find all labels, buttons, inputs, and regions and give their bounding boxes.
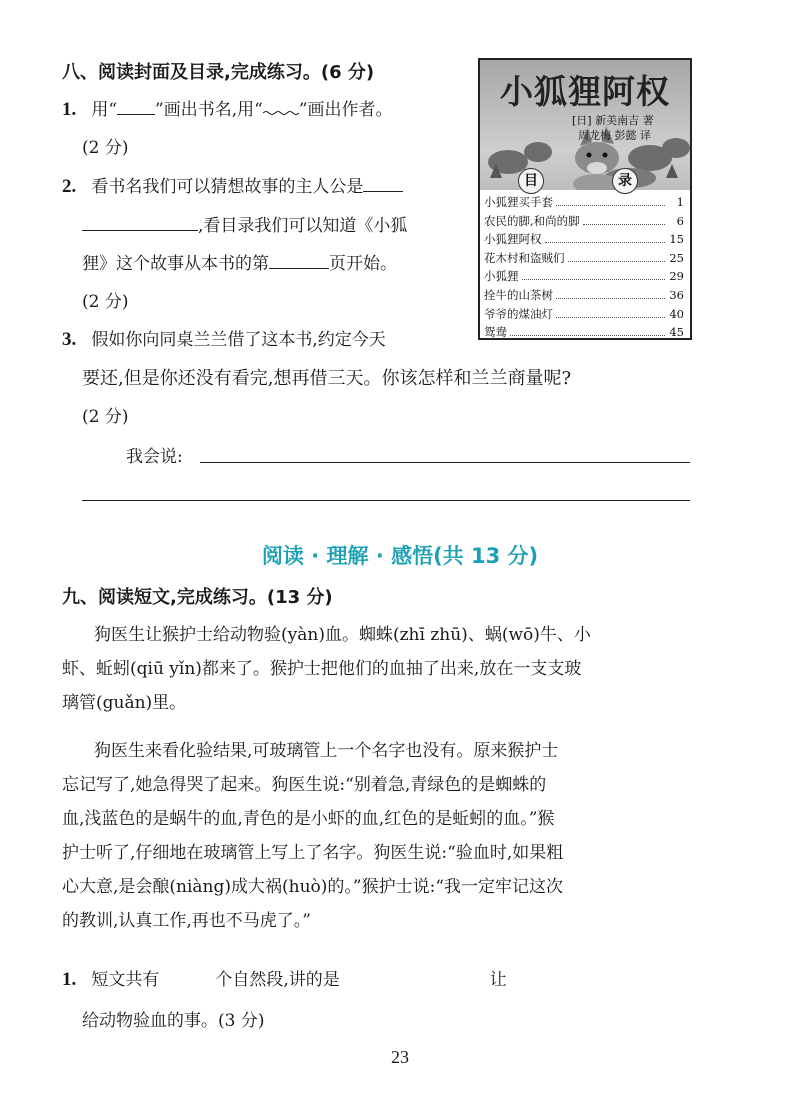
q2-line1: 2. 看书名我们可以猜想故事的主人公是 (62, 172, 403, 198)
q2-blank-b[interactable] (82, 212, 198, 231)
section8-heading: 八、阅读封面及目录,完成练习。(6 分) (62, 62, 375, 83)
q1-blank-straight[interactable] (117, 96, 155, 115)
q1-number: 1. (62, 99, 77, 120)
s9-q1-line1: 1. 短文共有 个自然段,讲的是 让 (62, 969, 507, 990)
toc-item: 鸳鸯 45 (484, 325, 684, 340)
toc-item: 小狐狸阿权 15 (484, 232, 684, 247)
q2-score: (2 分) (82, 292, 129, 312)
cover-author: [日] 新美南吉 著 (572, 114, 654, 127)
cover-title: 小狐狸阿权 (500, 72, 670, 111)
passage-line: 虾、蚯蚓(qiū yǐn)都来了。猴护士把他们的血抽了出来,放在一支支玻 (62, 659, 582, 679)
toc-item: 拴牛的山茶树 36 (484, 287, 684, 302)
cover-translators: 周龙梅 彭懿 译 (578, 129, 651, 142)
passage-line: 的教训,认真工作,再也不马虎了。” (62, 911, 311, 931)
passage-line: 狗医生让猴护士给动物验(yàn)血。蜘蛛(zhī zhū)、蜗(wō)牛、小 (94, 625, 591, 645)
q3-line2: 要还,但是你还没有看完,想再借三天。你该怎样和兰兰商量呢? (82, 368, 572, 389)
passage-line: 璃管(guǎn)里。 (62, 693, 187, 713)
passage-line: 忘记写了,她急得哭了起来。狗医生说:“别着急,青绿色的是蜘蛛的 (62, 775, 547, 795)
q3-number: 3. (62, 329, 77, 350)
q2-blank-page[interactable] (269, 250, 329, 269)
section9-heading: 九、阅读短文,完成练习。(13 分) (62, 587, 333, 608)
passage-line: 狗医生来看化验结果,可玻璃管上一个名字也没有。原来猴护士 (94, 741, 559, 761)
passage (62, 618, 702, 938)
q3-line1: 3. 假如你向同桌兰兰借了这本书,约定今天 (62, 329, 386, 350)
s9-q1-line2: 给动物验血的事。(3 分) (82, 1011, 265, 1031)
answer-line-2[interactable] (82, 500, 690, 501)
q2-line2: ,看目录我们可以知道《小狐 (82, 211, 407, 236)
answer-line-1[interactable] (200, 462, 690, 463)
passage-line: 心大意,是会酿(niàng)成大祸(huò)的。”猴护士说:“我一定牢记这次 (62, 877, 564, 897)
q3-say-label: 我会说: (126, 447, 183, 467)
page-number: 23 (391, 1047, 409, 1067)
q2-blank-a[interactable] (363, 173, 403, 192)
q2-line3: 狸》这个故事从本书的第 页开始。 (82, 249, 397, 274)
q1-blank-wavy[interactable] (263, 97, 299, 115)
q2-number: 2. (62, 176, 77, 197)
toc-label: 目 录 (518, 168, 640, 194)
q1-line: 1. 用“ ”画出书名,用“ ”画出作者。 (62, 95, 393, 121)
q1-score: (2 分) (82, 138, 129, 158)
q3-score: (2 分) (82, 407, 129, 427)
toc-item: 农民的脚,和尚的脚 6 (484, 213, 684, 228)
passage-line: 血,浅蓝色的是蜗牛的血,青色的是小虾的血,红色的是蚯蚓的血。”猴 (62, 809, 555, 829)
passage-line: 护士听了,仔细地在玻璃管上写上了名字。狗医生说:“验血时,如果粗 (62, 843, 564, 863)
toc-item: 小狐狸买手套 1 (484, 195, 684, 209)
s9-q1-number: 1. (62, 969, 77, 990)
toc-item: 花木村和盗贼们 25 (484, 250, 684, 265)
toc-list (484, 194, 684, 340)
section-banner: 阅读 · 理解 · 感悟(共 13 分) (261, 544, 539, 568)
book-cover (478, 58, 692, 340)
toc-item: 爷爷的煤油灯 40 (484, 306, 684, 321)
toc-item: 小狐狸 29 (484, 269, 684, 284)
